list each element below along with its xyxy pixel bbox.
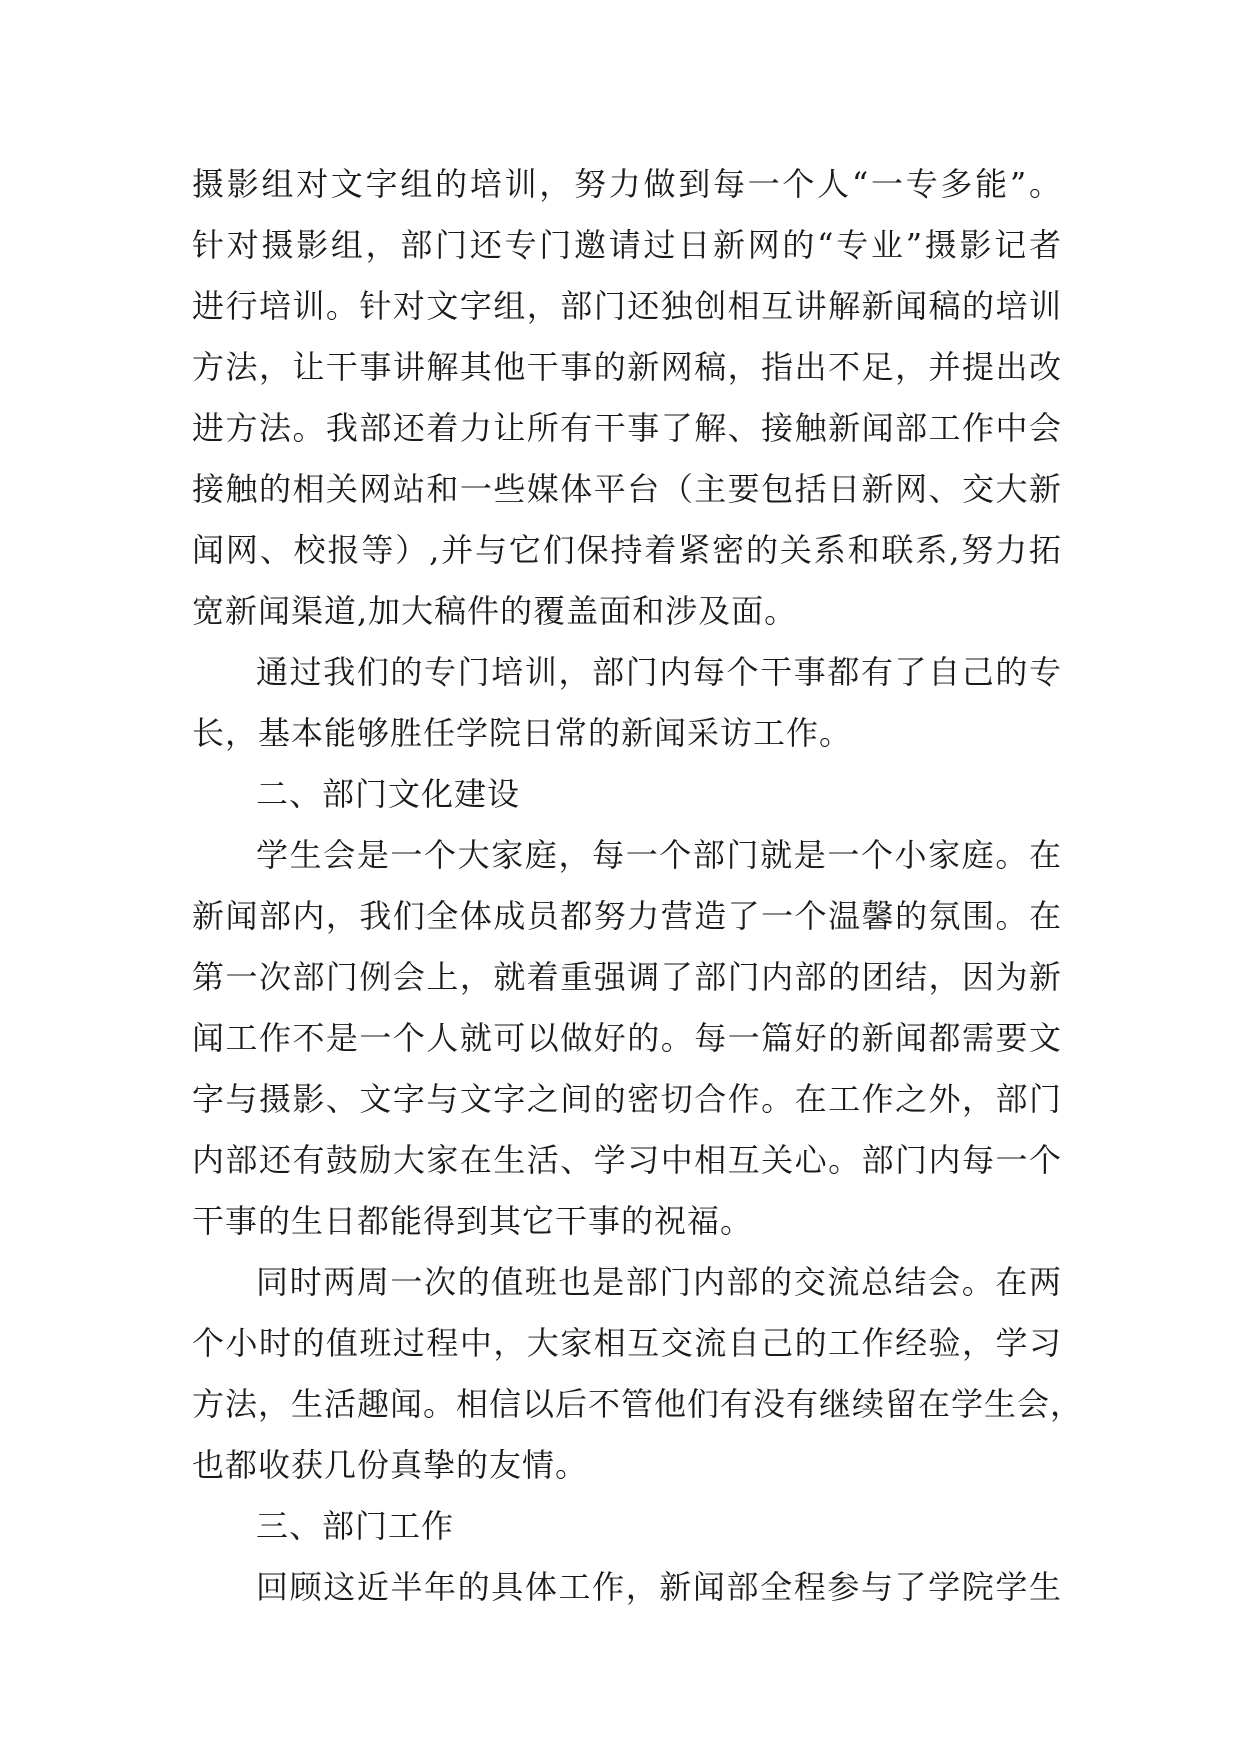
paragraph-line: 内部还有鼓励大家在生活、学习中相互关心。部门内每一个 bbox=[192, 1141, 1062, 1179]
paragraph-line: 新闻部内，我们全体成员都努力营造了一个温馨的氛围。在 bbox=[192, 897, 1062, 935]
paragraph-line: 也都收获几份真挚的友情。 bbox=[192, 1446, 589, 1484]
paragraph-line: 接触的相关网站和一些媒体平台（主要包括日新网、交大新 bbox=[192, 470, 1062, 508]
paragraph-line: 闻工作不是一个人就可以做好的。每一篇好的新闻都需要文 bbox=[192, 1019, 1062, 1057]
paragraph-line: 长，基本能够胜任学院日常的新闻采访工作。 bbox=[192, 714, 853, 752]
paragraph-line: 干事的生日都能得到其它干事的祝福。 bbox=[192, 1202, 754, 1240]
paragraph-line: 针对摄影组，部门还专门邀请过日新网的“专业”摄影记者 bbox=[192, 226, 1062, 264]
section-heading: 三、部门工作 bbox=[256, 1507, 455, 1545]
document-body bbox=[192, 154, 1084, 1618]
paragraph-line: 进方法。我部还着力让所有干事了解、接触新闻部工作中会 bbox=[192, 409, 1062, 447]
paragraph-line: 方法，生活趣闻。相信以后不管他们有没有继续留在学生会， bbox=[192, 1385, 1084, 1423]
paragraph-line: 闻网、校报等）,并与它们保持着紧密的关系和联系,努力拓 bbox=[192, 531, 1062, 569]
paragraph-line: 摄影组对文字组的培训，努力做到每一个人“一专多能”。 bbox=[192, 165, 1062, 203]
paragraph-line: 通过我们的专门培训，部门内每个干事都有了自己的专 bbox=[256, 653, 1062, 691]
paragraph-line: 学生会是一个大家庭，每一个部门就是一个小家庭。在 bbox=[256, 836, 1062, 874]
paragraph-line: 宽新闻渠道,加大稿件的覆盖面和涉及面。 bbox=[192, 592, 798, 630]
paragraph-line: 方法，让干事讲解其他干事的新网稿，指出不足，并提出改 bbox=[192, 348, 1062, 386]
paragraph-line: 回顾这近半年的具体工作，新闻部全程参与了学院学生 bbox=[256, 1568, 1062, 1606]
section-heading: 二、部门文化建设 bbox=[256, 775, 521, 813]
paragraph-line: 进行培训。针对文字组，部门还独创相互讲解新闻稿的培训 bbox=[192, 287, 1062, 325]
paragraph-line: 同时两周一次的值班也是部门内部的交流总结会。在两 bbox=[256, 1263, 1062, 1301]
paragraph-line: 个小时的值班过程中，大家相互交流自己的工作经验，学习 bbox=[192, 1324, 1062, 1362]
paragraph-line: 第一次部门例会上，就着重强调了部门内部的团结，因为新 bbox=[192, 958, 1062, 996]
paragraph-line: 字与摄影、文字与文字之间的密切合作。在工作之外，部门 bbox=[192, 1080, 1062, 1118]
